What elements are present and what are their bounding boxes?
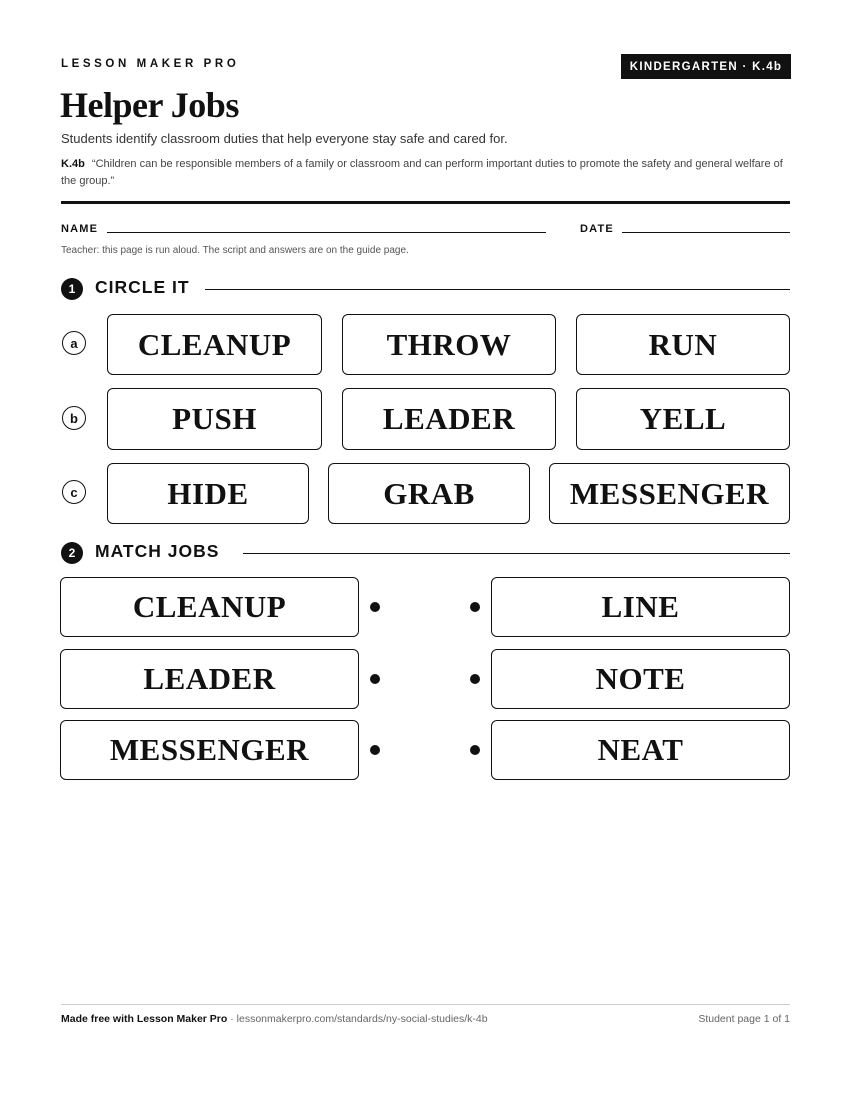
match-right-card[interactable]: LINE — [491, 577, 790, 637]
circle-word-card[interactable]: YELL — [576, 388, 790, 450]
date-line[interactable] — [622, 232, 790, 233]
circle-word-card[interactable]: PUSH — [107, 388, 322, 450]
circle-word-card[interactable]: RUN — [576, 314, 790, 375]
footer-credit — [61, 1013, 488, 1025]
match-left-dot[interactable] — [370, 674, 380, 684]
match-right-dot[interactable] — [470, 602, 480, 612]
teacher-note: Teacher: this page is run aloud. The script and answers are on the guide page. — [61, 245, 409, 256]
match-right-dot[interactable] — [470, 745, 480, 755]
match-left-card[interactable]: LEADER — [60, 649, 359, 709]
match-left-dot[interactable] — [370, 602, 380, 612]
circle-word-card[interactable]: LEADER — [342, 388, 556, 450]
section-1-rule — [205, 289, 790, 290]
section-2-rule — [243, 553, 790, 554]
grade-badge: KINDERGARTEN · K.4b — [621, 54, 791, 79]
footer-divider — [61, 1004, 790, 1005]
footer-made-with: Made free with Lesson Maker Pro — [61, 1013, 228, 1025]
standard-code: K.4b — [61, 158, 85, 170]
row-a-letter: a — [62, 331, 86, 355]
header-divider — [61, 201, 790, 204]
circle-word-card[interactable]: MESSENGER — [549, 463, 790, 524]
row-c-letter: c — [62, 480, 86, 504]
standard-text-block — [61, 156, 789, 190]
section-1-title: CIRCLE IT — [95, 277, 190, 297]
name-line[interactable] — [107, 232, 546, 233]
brand-name: LESSON MAKER PRO — [61, 58, 240, 70]
match-left-dot[interactable] — [370, 745, 380, 755]
footer-separator: · — [227, 1013, 237, 1025]
circle-word-card[interactable]: GRAB — [328, 463, 530, 524]
circle-word-card[interactable]: THROW — [342, 314, 556, 375]
section-1-number: 1 — [61, 278, 83, 300]
page-title: Helper Jobs — [60, 85, 239, 125]
footer-page-number: Student page 1 of 1 — [698, 1013, 790, 1025]
match-left-card[interactable]: MESSENGER — [60, 720, 359, 780]
match-left-card[interactable]: CLEANUP — [60, 577, 359, 637]
circle-word-card[interactable]: HIDE — [107, 463, 309, 524]
standard-quote: “Children can be responsible members of a family or classroom and can perform important duties to promote the safety and general welfare of the group.” — [61, 158, 783, 187]
footer-url[interactable]: lessonmakerpro.com/standards/ny-social-studies/k-4b — [236, 1013, 488, 1025]
row-b-letter: b — [62, 406, 86, 430]
match-right-card[interactable]: NEAT — [491, 720, 790, 780]
circle-word-card[interactable]: CLEANUP — [107, 314, 322, 375]
section-2-number: 2 — [61, 542, 83, 564]
name-label: NAME — [61, 223, 99, 235]
match-right-dot[interactable] — [470, 674, 480, 684]
date-label: DATE — [580, 223, 614, 235]
match-right-card[interactable]: NOTE — [491, 649, 790, 709]
section-2-title: MATCH JOBS — [95, 541, 220, 561]
page-subtitle: Students identify classroom duties that help everyone stay safe and cared for. — [61, 131, 508, 146]
